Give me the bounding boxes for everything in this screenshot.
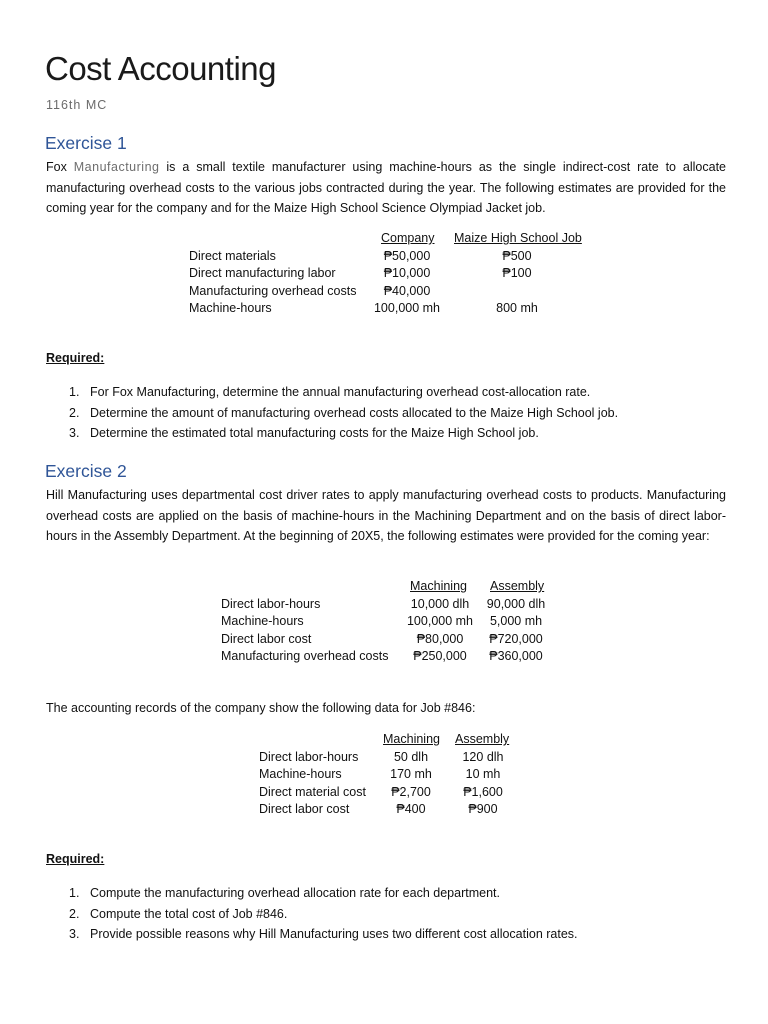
item-number: 1. (69, 385, 80, 399)
row-label: Direct manufacturing labor (189, 266, 336, 280)
company-value: ₱10,000 (383, 266, 431, 280)
company-name-highlight: Manufacturing (73, 160, 160, 174)
assembly-value: 10 mh (465, 767, 501, 781)
exercise-2-required-list (46, 883, 578, 945)
column-header-machining: Machining (383, 732, 440, 746)
row-label: Machine-hours (189, 301, 272, 315)
company-value: ₱50,000 (383, 248, 431, 263)
item-number: 1. (69, 886, 80, 900)
job-value: 800 mh (496, 301, 538, 315)
company-value: 100,000 mh (373, 301, 441, 315)
item-text: Determine the amount of manufacturing overhead costs allocated to the Maize High School job. (90, 405, 619, 420)
document-title: Cost Accounting (45, 50, 276, 87)
item-text: Compute the total cost of Job #846. (90, 906, 288, 921)
row-label: Direct labor-hours (259, 749, 359, 764)
list-item (46, 883, 578, 904)
row-label: Direct material cost (259, 784, 366, 799)
exercise-2-paragraph: Hill Manufacturing uses departmental cost driver rates to apply manufacturing overhead costs to products. Manufacturing overhead costs are applied on the basis of machine-hours in the Machining Department and on the basis of direct labor-hours in the Assembly Department. At the beginning of 20X5, the following estimates were provided for the coming year: (46, 488, 726, 543)
item-number: 3. (69, 927, 80, 941)
assembly-value: 5,000 mh (489, 614, 543, 628)
list-item (46, 382, 618, 403)
row-label: Direct labor cost (259, 802, 350, 816)
item-number: 2. (69, 906, 80, 921)
exercise-1-required-list (46, 382, 618, 444)
assembly-value: 90,000 dlh (486, 596, 546, 611)
machining-value: 10,000 dlh (410, 596, 470, 611)
machining-value: ₱2,700 (391, 784, 431, 799)
column-header-company: Company (381, 231, 435, 245)
paragraph-text-rest: is a small textile manufacturer using machine-hours as the single indirect-cost rate to allocate manufacturing overhead costs to the various jobs contracted during the year. The following estimates are provided for the coming year for the company and for the Maize High School Science Olympiad Jacket job. (46, 160, 726, 215)
job-value: ₱500 (502, 248, 532, 263)
list-item (46, 924, 578, 945)
machining-value: 170 mh (390, 767, 432, 781)
document-subtitle: 116th MC (46, 98, 108, 112)
item-text: For Fox Manufacturing, determine the annual manufacturing overhead cost-allocation rate. (90, 385, 591, 399)
assembly-value: ₱1,600 (463, 784, 503, 799)
list-item (46, 423, 618, 444)
column-header-assembly: Assembly (455, 732, 510, 746)
row-label: Direct labor-hours (221, 596, 321, 611)
assembly-value: 120 dlh (462, 749, 504, 764)
item-text: Determine the estimated total manufacturing costs for the Maize High School job. (90, 426, 539, 440)
column-header-assembly: Assembly (490, 579, 545, 593)
row-label: Machine-hours (221, 614, 304, 628)
item-text: Compute the manufacturing overhead allocation rate for each department. (90, 886, 500, 900)
row-label: Direct labor cost (221, 631, 312, 646)
row-label: Direct materials (189, 248, 276, 263)
paragraph-text-start: Fox (46, 160, 74, 174)
job-records-text: The accounting records of the company show the following data for Job #846: (46, 701, 476, 715)
row-label: Manufacturing overhead costs (189, 283, 357, 298)
machining-value: ₱250,000 (413, 649, 467, 663)
item-number: 2. (69, 405, 80, 420)
machining-value: ₱80,000 (416, 631, 464, 646)
row-label: Manufacturing overhead costs (221, 649, 389, 663)
company-value: ₱40,000 (383, 283, 431, 298)
machining-value: 100,000 mh (406, 614, 474, 628)
assembly-value: ₱900 (468, 802, 498, 816)
row-label: Machine-hours (259, 767, 342, 781)
machining-value: ₱400 (396, 802, 426, 816)
exercise-2-heading: Exercise 2 (45, 461, 127, 481)
exercise-2-required-label: Required: (46, 852, 105, 866)
machining-value: 50 dlh (393, 749, 429, 764)
list-item (46, 403, 618, 424)
list-item (46, 904, 578, 925)
assembly-value: ₱720,000 (489, 631, 543, 646)
exercise-1-required-label: Required: (46, 351, 105, 365)
exercise-1-heading: Exercise 1 (45, 133, 127, 153)
exercise-1-paragraph (46, 157, 726, 219)
item-text: Provide possible reasons why Hill Manufacturing uses two different cost allocation rates. (90, 927, 578, 941)
column-header-machining: Machining (410, 579, 467, 593)
job-value: ₱100 (502, 266, 532, 280)
column-header-job: Maize High School Job (454, 231, 582, 245)
assembly-value: ₱360,000 (489, 649, 543, 663)
item-number: 3. (69, 426, 80, 440)
